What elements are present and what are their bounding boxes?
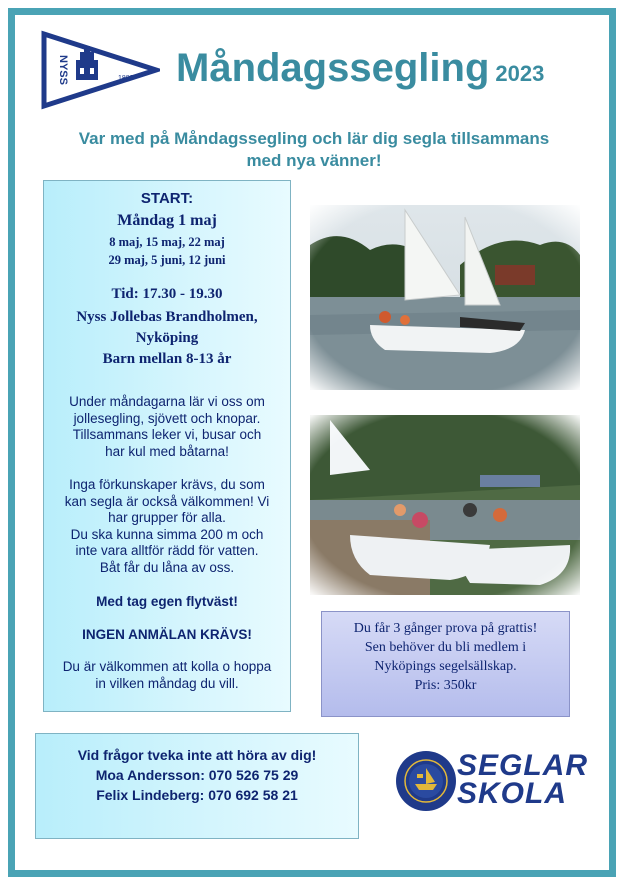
- lifejacket-note: Med tag egen flytväst!: [96, 594, 238, 609]
- sailing-federation-seal-icon: [395, 750, 457, 812]
- text-line: Du ska kunna simma 200 m och: [70, 526, 264, 542]
- seglarskola-brand: [457, 749, 589, 810]
- text-line: in vilken måndag du vill.: [95, 675, 239, 691]
- title-year: 2023: [495, 61, 545, 86]
- subtitle-line: Var med på Måndagssegling och lär dig segla tillsammans: [78, 129, 550, 148]
- text-line: kan segla är också välkommen! Vi: [64, 493, 270, 509]
- paragraph-welcome: [44, 659, 290, 692]
- price-line: Nyköpings segelsällskap.: [374, 659, 517, 674]
- price-box: [321, 611, 570, 717]
- text-line: jollesegling, sjövett och knopar.: [73, 410, 261, 426]
- text-line: har grupper för alla.: [108, 510, 226, 525]
- ages: Barn mellan 8-13 år: [102, 351, 232, 367]
- time: Tid: 17.30 - 19.30: [111, 286, 223, 302]
- logo-letters: NYSS: [57, 55, 69, 85]
- price-line: Du får 3 gånger prova på grattis!: [353, 621, 538, 636]
- place-line: Nyköping: [135, 330, 199, 346]
- contact-line: Vid frågor tveka inte att höra av dig!: [77, 747, 317, 763]
- paragraph-requirements: [44, 477, 290, 576]
- page-title: [176, 46, 544, 91]
- dinghies-photo: [310, 415, 580, 595]
- place-line: Nyss Jollebas Brandholmen,: [76, 309, 258, 325]
- price-line: Pris: 350kr: [414, 678, 477, 693]
- dates-line: 8 maj, 15 maj, 22 maj: [109, 235, 225, 249]
- text-line: inte vara alltför rädd för vatten.: [75, 543, 259, 558]
- price-line: Sen behöver du bli medlem i: [364, 640, 527, 655]
- dates-line: 29 maj, 5 juni, 12 juni: [108, 253, 226, 267]
- text-line: har kul med båtarna!: [105, 443, 229, 459]
- contact-line: Moa Andersson: 070 526 75 29: [95, 767, 299, 783]
- text-line: Under måndagarna lär vi oss om: [69, 394, 265, 409]
- text-line: Du är välkommen att kolla o hoppa: [62, 659, 272, 674]
- subtitle-line: med nya vänner!: [246, 151, 382, 170]
- subtitle: [34, 128, 594, 172]
- text-line: Tillsammans leker vi, busar och: [72, 427, 262, 442]
- paragraph-about: [44, 394, 290, 460]
- text-line: Inga förkunskaper krävs, du som: [69, 477, 265, 492]
- brand-line: SKOLA: [457, 777, 567, 810]
- first-date: Måndag 1 maj: [117, 212, 217, 229]
- text-line: Båt får du låna av oss.: [99, 559, 235, 575]
- no-signup-note: INGEN ANMÄLAN KRÄVS!: [82, 627, 252, 642]
- title-text: Måndagssegling: [176, 46, 490, 90]
- info-box: [43, 180, 291, 712]
- start-heading: START:: [140, 190, 194, 207]
- logo-year: 1889: [118, 75, 134, 82]
- contact-box: [35, 733, 359, 839]
- contact-line: Felix Lindeberg: 070 692 58 21: [96, 787, 298, 803]
- nyss-pennant-logo: [40, 30, 160, 110]
- brand-line: SEGLAR: [457, 749, 589, 782]
- sailboat-photo: [310, 205, 580, 390]
